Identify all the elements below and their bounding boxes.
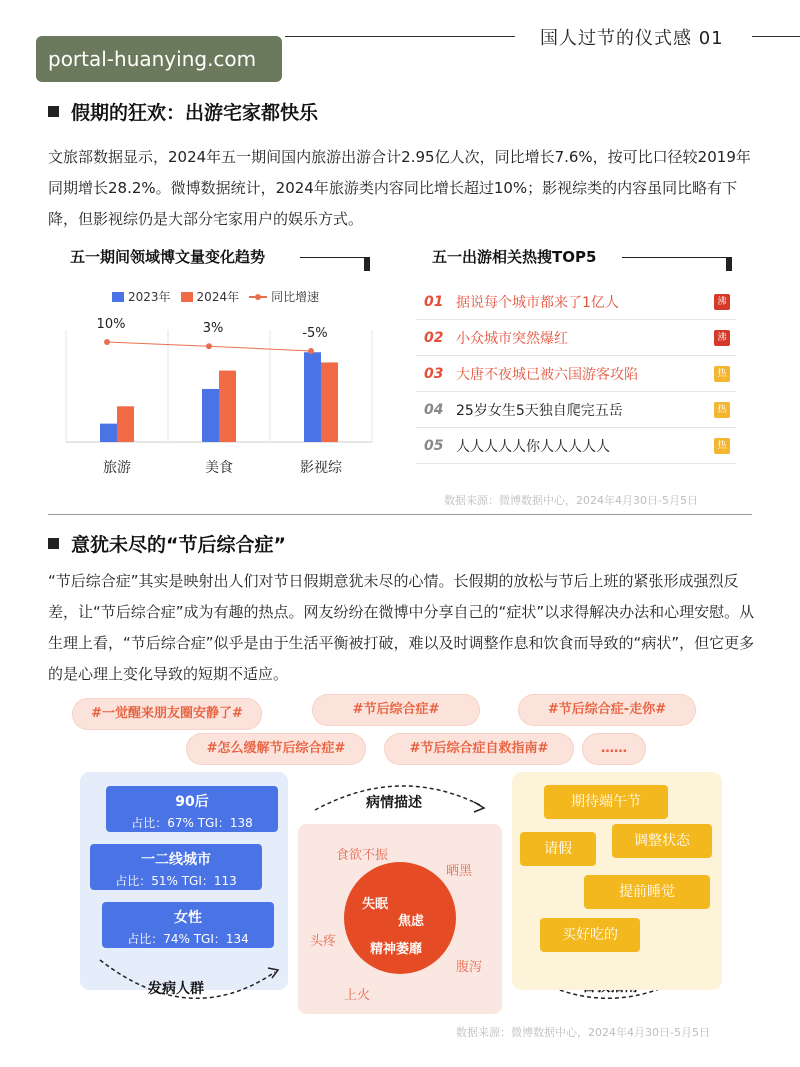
- bar-2023年: [100, 424, 117, 442]
- hot-search-item[interactable]: [416, 392, 736, 428]
- section-divider: [48, 514, 752, 515]
- bar-2024年: [321, 362, 338, 442]
- hot-search-item[interactable]: [416, 356, 736, 392]
- group-card: [102, 902, 274, 948]
- growth-point: [206, 343, 212, 349]
- guide-item: 请假: [520, 832, 596, 866]
- bar-2024年: [117, 406, 134, 442]
- hot-search-rank: 05: [424, 437, 444, 454]
- hot-search-rank: 03: [424, 365, 444, 382]
- core-symptom: 精神萎靡: [370, 942, 423, 957]
- guide-item: 提前睡觉: [584, 875, 710, 909]
- guide-item: 买好吃的: [540, 918, 640, 952]
- hot-badge-icon: 热: [714, 366, 730, 382]
- group-card-title: 一二线城市: [141, 852, 211, 868]
- outer-symptom: 头疼: [310, 934, 337, 949]
- tag-pill: #怎么缓解节后综合症#: [186, 733, 366, 765]
- hot-search-text: 25岁女生5天独自爬完五岳: [456, 402, 623, 419]
- hot-search-list: [416, 284, 736, 464]
- hot-badge-icon: 热: [714, 402, 730, 418]
- group-card-stat: 占比：51% TGI：113: [115, 874, 237, 888]
- growth-point: [104, 339, 110, 345]
- section1-title: [48, 98, 318, 125]
- bar-2024年: [219, 371, 236, 442]
- bar-2023年: [202, 389, 219, 442]
- chart-title: 五一期间领域博文量变化趋势: [70, 248, 266, 266]
- tag-pill: #节后综合症自救指南#: [384, 733, 574, 765]
- growth-label: -5%: [302, 326, 328, 341]
- section1-paragraph: 文旅部数据显示，2024年五一期间国内旅游出游合计2.95亿人次，同比增长7.6%，按可比口径较2019年同期增长28.2%。微博数据统计，2024年旅游类内容同比增长超过10%；影视综类的内容虽同比略有下降，但影视综仍是大部分宅家用户的娱乐方式。: [48, 148, 751, 228]
- group-card-stat: 占比：67% TGI：138: [131, 816, 253, 830]
- group-card-stat: 占比：74% TGI：134: [127, 932, 249, 946]
- guide-item: 期待端午节: [544, 785, 668, 819]
- guide-item: 调整状态: [612, 824, 712, 858]
- hot-search-rank: 01: [424, 293, 444, 310]
- group-card-title: 女性: [174, 910, 202, 926]
- section2-title: [48, 530, 286, 557]
- legend-label-2023: 2023年: [128, 290, 171, 304]
- outer-symptom: 上火: [344, 988, 371, 1003]
- legend-line-growth: [249, 296, 267, 298]
- square-bullet-icon: [48, 538, 59, 549]
- bar-2023年: [304, 352, 321, 442]
- section1-title-text: 假期的狂欢：出游宅家都快乐: [71, 102, 319, 124]
- x-tick-label: 美食: [205, 460, 233, 476]
- hot-search-title-corner: [726, 257, 732, 271]
- legend-label-2024: 2024年: [196, 290, 240, 304]
- symptoms-caption: 病情描述: [366, 795, 422, 811]
- chart-title-rule: [300, 257, 366, 258]
- hot-search-item[interactable]: [416, 428, 736, 464]
- legend-label-growth: 同比增速: [271, 290, 320, 304]
- watermark-label: portal-huanying.com: [36, 36, 282, 82]
- hot-search-rank: 04: [424, 401, 444, 418]
- outer-symptom: 晒黑: [446, 864, 473, 879]
- hot-badge-icon: 沸: [714, 294, 730, 310]
- section2-paragraph: “节后综合症”其实是映射出人们对节日假期意犹未尽的心情。长假期的放松与节后上班的紧张形成强烈反差，让“节后综合症”成为有趣的热点。网友纷纷在微博中分享自己的“症状”以求得解决办法和心理安慰。从生理上看，“节后综合症”似乎是由于生活平衡被打破，难以及时调整作息和饮食而导致的“病状”，但它更多的是心理上变化导致的短期不适应。: [48, 572, 755, 683]
- hot-search-text: 小众城市突然爆红: [456, 330, 568, 347]
- group-card: [106, 786, 278, 832]
- hot-search-source: 数据来源：微博数据中心，2024年4月30日-5月5日: [444, 494, 698, 507]
- source-note: 数据来源：微博数据中心，2024年4月30日-5月5日: [456, 1026, 710, 1039]
- header-rule-right: [752, 36, 800, 37]
- hot-search-title-rule: [622, 257, 728, 258]
- outer-symptom: 食欲不振: [336, 848, 389, 863]
- square-bullet-icon: [48, 106, 59, 117]
- x-tick-label: 影视综: [300, 460, 342, 476]
- group-card-title: 90后: [175, 794, 209, 810]
- hot-badge-icon: 热: [714, 438, 730, 454]
- groups-caption: 发病人群: [148, 981, 204, 997]
- tag-pill: ……: [582, 733, 646, 765]
- core-symptom: 焦虑: [398, 914, 425, 929]
- growth-label: 10%: [96, 317, 126, 332]
- tag-pill: #节后综合症-走你#: [518, 694, 696, 726]
- header-rule-left: [285, 36, 515, 37]
- chart-title-corner: [364, 257, 370, 271]
- group-card: [90, 844, 262, 890]
- section2-title-text: 意犹未尽的“节后综合症”: [71, 534, 286, 556]
- growth-point: [308, 348, 314, 354]
- x-tick-label: 旅游: [103, 460, 131, 476]
- hot-search-rank: 02: [424, 329, 444, 346]
- growth-label: 3%: [202, 321, 224, 337]
- tag-pill: #一觉醒来朋友圈安静了#: [72, 698, 262, 730]
- core-symptom: 失眠: [362, 897, 389, 912]
- hot-search-text: 人人人人人你人人人人人: [456, 438, 610, 455]
- hot-search-text: 大唐不夜城已被六国游客攻陷: [456, 366, 638, 383]
- page-header-title: 国人过节的仪式感 01: [540, 28, 724, 49]
- hot-search-title: 五一出游相关热搜TOP5: [432, 248, 597, 266]
- hot-search-item[interactable]: [416, 284, 736, 320]
- outer-symptom: 腹泻: [456, 960, 483, 975]
- bar-chart: [60, 300, 380, 490]
- tag-pill: #节后综合症#: [312, 694, 480, 726]
- hot-search-text: 据说每个城市都来了1亿人: [456, 294, 619, 311]
- hot-badge-icon: 沸: [714, 330, 730, 346]
- hot-search-item[interactable]: [416, 320, 736, 356]
